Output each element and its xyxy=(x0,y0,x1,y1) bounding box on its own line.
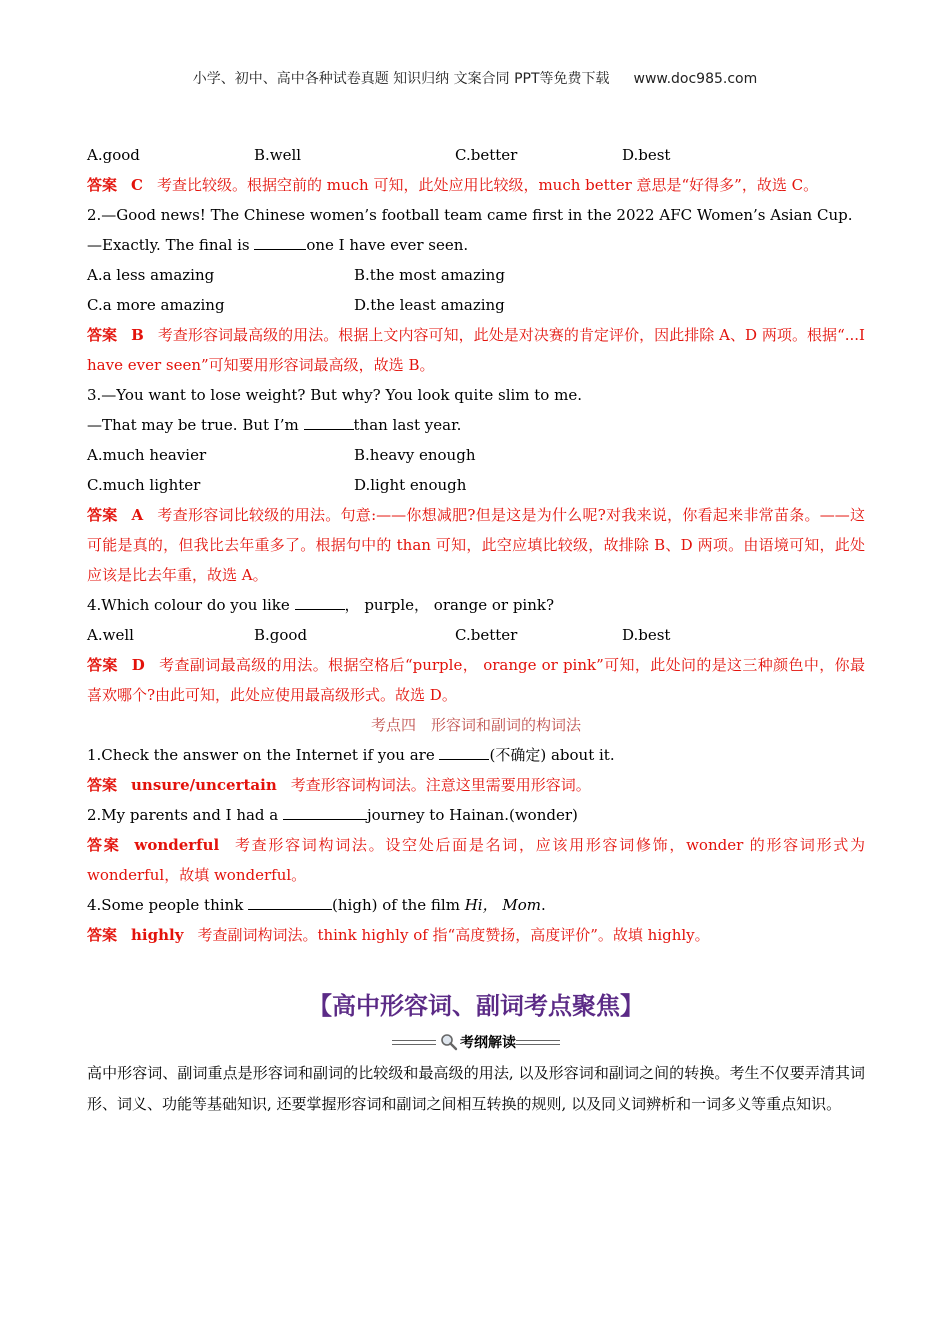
section-title: 考点四 形容词和副词的构词法 xyxy=(370,716,581,734)
q2-text-b: one I have ever seen. xyxy=(306,236,469,254)
q4-line1 xyxy=(87,590,865,620)
q2-option-c: C.a more amazing xyxy=(87,296,225,314)
q1-option-b: B.well xyxy=(254,146,302,164)
answer-tag: 答案 xyxy=(87,506,118,524)
header-site-link[interactable]: www.doc985.com xyxy=(633,71,758,87)
double-rule-left xyxy=(392,1040,436,1045)
q2-answer xyxy=(87,320,865,380)
answer-tag: 答案 xyxy=(87,836,121,854)
answer-blank xyxy=(254,233,306,250)
answer-explanation: 考查形容词最高级的用法。根据上文内容可知，此处是对决赛的肯定评价，因此排除 A、D 两项。根据“...I have ever seen”可知要用形容词最高级，故选 B。 xyxy=(87,326,865,374)
answer-explanation: 考查形容词构词法。设空处后面是名词，应该用形容词修饰，wonder 的形容词形式为 wonderful，故填 wonderful。 xyxy=(87,836,865,884)
q2-options-row1 xyxy=(87,260,865,290)
high-school-title: 【高中形容词、副词考点聚焦】 xyxy=(308,992,644,1020)
answer-tag: 答案 xyxy=(87,656,118,674)
answer-tag: 答案 xyxy=(87,176,118,194)
syllabus-paragraph: 高中形容词、副词重点是形容词和副词的比较级和最高级的用法, 以及形容词和副词之间的转换。考生不仅要弄清其词形、词义、功能等基础知识, 还要掌握形容词和副词之间相互转换的规则, 以及同义词辨析和一词多义等重点知识。 xyxy=(87,1064,865,1113)
q3-text-b: than last year. xyxy=(353,416,462,434)
q3-option-a: A.much heavier xyxy=(87,446,207,464)
answer-key: D xyxy=(131,656,145,674)
answer-key: A xyxy=(131,506,144,524)
s4-q1-text-b: (不确定) about it. xyxy=(489,746,615,764)
s4-q2 xyxy=(87,800,865,830)
q2-options-row2 xyxy=(87,290,865,320)
s4-q3-text-d: . xyxy=(540,896,546,914)
q4-option-d: D.best xyxy=(622,626,671,644)
answer-tag: 答案 xyxy=(87,776,118,794)
q2-text-a: —Exactly. The final is xyxy=(87,236,255,254)
q3-answer xyxy=(87,500,865,590)
q4-options xyxy=(87,620,865,650)
q3-line2 xyxy=(87,410,865,440)
answer-explanation: 考查形容词构词法。注意这里需要用形容词。 xyxy=(290,776,591,794)
q1-options xyxy=(87,140,865,170)
s4-q3 xyxy=(87,890,865,920)
answer-blank xyxy=(295,593,345,610)
q3-text-a: —That may be true. But I’m xyxy=(87,416,304,434)
q3-option-c: C.much lighter xyxy=(87,476,201,494)
q4-answer xyxy=(87,650,865,710)
answer-explanation: 考查比较级。根据空前的 much 可知，此处应用比较级，much better 意思是“好得多”，故选 C。 xyxy=(156,176,819,194)
answer-key: unsure/uncertain xyxy=(131,776,277,794)
q1-option-c: C.better xyxy=(455,146,518,164)
double-rule-right xyxy=(516,1040,560,1045)
q3-options-row1 xyxy=(87,440,865,470)
q3-option-b: B.heavy enough xyxy=(354,446,476,464)
s4-q1-answer xyxy=(87,770,865,800)
answer-blank xyxy=(248,893,332,910)
answer-blank xyxy=(439,743,489,760)
answer-explanation: 考查形容词比较级的用法。句意:——你想减肥?但是这是为什么呢?对我来说，你看起来非常苗条。——这可能是真的，但我比去年重多了。根据句中的 than 可知，此空应填比较级，故排除 B、D 两项。由语境可知，此处应该是比去年重，故选 A。 xyxy=(87,506,865,584)
answer-tag: 答案 xyxy=(87,326,118,344)
q2-option-a: A.a less amazing xyxy=(87,266,215,284)
answer-blank xyxy=(304,413,354,430)
answer-key: wonderful xyxy=(134,836,220,854)
answer-explanation: 考查副词构词法。think highly of 指“高度赞扬，高度评价”。故填 highly。 xyxy=(197,926,710,944)
q2-line1: 2.—Good news! The Chinese women’s football team came first in the 2022 AFC Women’s Asian Cup. xyxy=(87,206,853,224)
syllabus-subhead xyxy=(87,1030,865,1054)
magnifier-icon xyxy=(440,1033,458,1051)
s4-q1 xyxy=(87,740,865,770)
q1-option-d: D.best xyxy=(622,146,671,164)
s4-q2-text-a: 2.My parents and I had a xyxy=(87,806,284,824)
q1-answer xyxy=(87,170,865,200)
page-header xyxy=(0,68,950,88)
answer-key: highly xyxy=(131,926,184,944)
q4-option-a: A.well xyxy=(87,626,134,644)
q2-option-d: D.the least amazing xyxy=(354,296,505,314)
q4-option-c: C.better xyxy=(455,626,518,644)
s4-q2-answer xyxy=(87,830,865,890)
answer-explanation: 考查副词最高级的用法。根据空格后“purple， orange or pink”可知，此处问的是这三种颜色中，你最喜欢哪个?由此可知，此处应使用最高级形式。故选 D。 xyxy=(87,656,865,704)
subhead-label: 考纲解读 xyxy=(460,1035,516,1051)
q1-option-a: A.good xyxy=(87,146,140,164)
q3-options-row2 xyxy=(87,470,865,500)
q2-option-b: B.the most amazing xyxy=(354,266,505,284)
answer-key: C xyxy=(131,176,143,194)
film-title: Hi， Mom xyxy=(464,896,541,914)
s4-q1-text-a: 1.Check the answer on the Internet if you are xyxy=(87,746,440,764)
content xyxy=(87,140,865,1120)
header-text: 小学、初中、高中各种试卷真题 知识归纳 文案合同 PPT等免费下载 xyxy=(192,71,610,87)
q3-line1: 3.—You want to lose weight? But why? You look quite slim to me. xyxy=(87,386,582,404)
q4-text-b: ， purple， orange or pink? xyxy=(344,596,555,614)
s4-q2-text-b: journey to Hainan.(wonder) xyxy=(367,806,578,824)
q3-option-d: D.light enough xyxy=(354,476,467,494)
answer-blank xyxy=(283,803,367,820)
answer-key: B xyxy=(131,326,144,344)
q4-text-a: 4.Which colour do you like xyxy=(87,596,295,614)
s4-q3-text-b: (high) of the film xyxy=(332,896,465,914)
q2-line2 xyxy=(87,230,865,260)
q4-option-b: B.good xyxy=(254,626,308,644)
s4-q3-text-a: 4.Some people think xyxy=(87,896,249,914)
s4-q3-answer xyxy=(87,920,865,950)
answer-tag: 答案 xyxy=(87,926,118,944)
